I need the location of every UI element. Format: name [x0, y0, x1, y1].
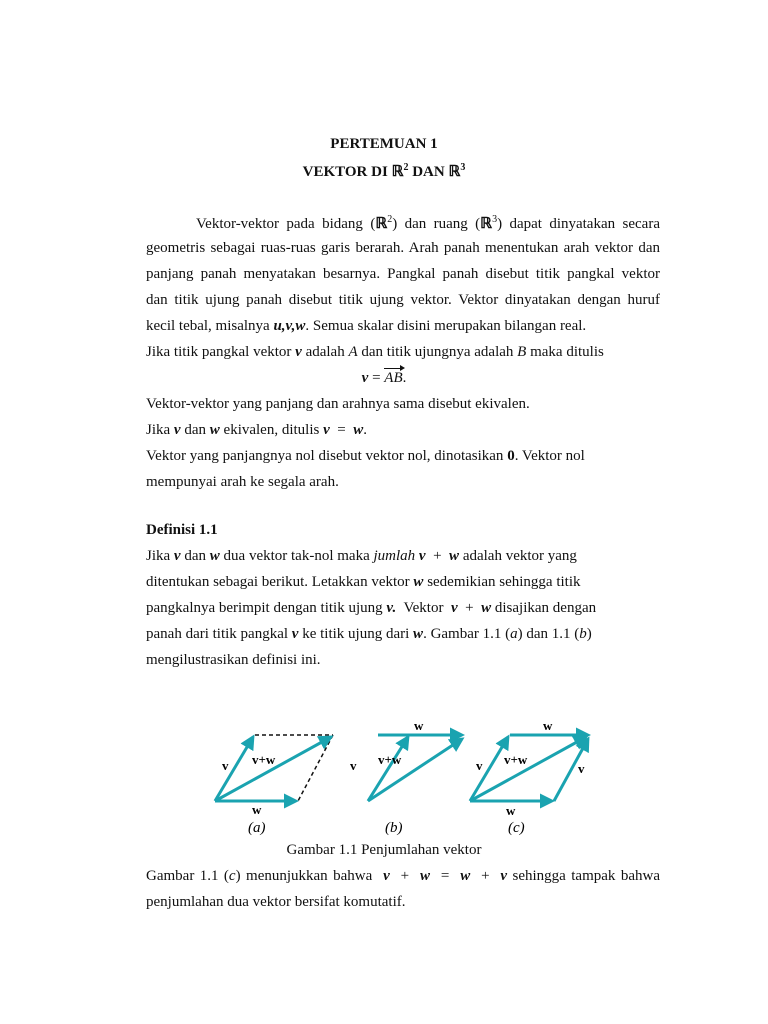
definition-line: pangkalnya berimpit dengan titik ujung v. Vektor v + w disajikan dengan — [146, 600, 597, 616]
paragraph-line: penjumlahan dua vektor bersifat komutatif. — [146, 894, 406, 910]
definition-line: mengilustrasikan definisi ini. — [146, 652, 321, 668]
paragraph-line: Vektor-vektor pada bidang (ℝ$^2$) dan ruang (ℝ$^3$) dapat dinyatakan secara — [196, 214, 660, 232]
equation-vector-ab: v = AB. — [361, 370, 407, 386]
definition-line: panah dari titik pangkal v ke titik ujung dari w. Gambar 1.1 (a) dan 1.1 (b) — [146, 626, 592, 642]
label-v-plus-w: v+w — [504, 752, 528, 767]
paragraph-line: kecil tebal, misalnya u,v,w. Semua skalar disini merupakan bilangan real. — [146, 318, 587, 334]
paragraph-line: geometris sebagai ruas-ruas garis berarah. Arah panah menentukan arah vektor dan — [146, 240, 660, 256]
diagram-a — [215, 735, 333, 836]
subfigure-label-b: (b) — [385, 820, 403, 836]
paragraph-line: mempunyai arah ke segala arah. — [146, 474, 339, 490]
paragraph-line: panjang panah menyatakan besarnya. Pangkal panah disebut titik pangkal vektor — [146, 266, 660, 282]
paragraph-line: Jika titik pangkal vektor v adalah A dan titik ujungnya adalah B maka ditulis — [146, 344, 604, 360]
label-w: w — [543, 718, 553, 733]
label-v: v — [350, 758, 357, 773]
figure-caption: Gambar 1.1 Penjumlahan vektor — [286, 842, 482, 858]
vector-v-arrow — [368, 737, 408, 801]
diagram-b — [350, 718, 462, 836]
label-v-plus-w: v+w — [378, 752, 402, 767]
vector-addition-figure — [200, 715, 610, 840]
definition-heading: Definisi 1.1 — [146, 522, 218, 538]
label-v-plus-w: v+w — [252, 752, 276, 767]
label-w: w — [414, 718, 424, 733]
label-v: v — [222, 758, 229, 773]
page-title: PERTEMUAN 1 — [330, 136, 438, 152]
label-w: w — [506, 803, 516, 818]
subfigure-label-c: (c) — [508, 820, 525, 836]
subfigure-label-a: (a) — [248, 820, 266, 836]
paragraph-line: dan titik ujung panah disebut titik ujung vektor. Vektor dinyatakan dengan huruf — [146, 292, 660, 308]
label-w: w — [252, 802, 262, 817]
diagram-c — [470, 718, 588, 836]
paragraph-line: Vektor-vektor yang panjang dan arahnya sama disebut ekivalen. — [146, 396, 530, 412]
definition-line: Jika v dan w dua vektor tak-nol maka jumlah v + w adalah vektor yang — [146, 548, 577, 564]
page-subtitle: VEKTOR DI ℝ$^2$ DAN ℝ$^3$ — [302, 162, 466, 180]
paragraph-line: Vektor yang panjangnya nol disebut vektor nol, dinotasikan 0. Vektor nol — [146, 448, 585, 464]
definition-line: ditentukan sebagai berikut. Letakkan vektor w sedemikian sehingga titik — [146, 574, 581, 590]
paragraph-line: Jika v dan w ekivalen, ditulis v = w. — [146, 422, 368, 438]
label-v: v — [578, 761, 585, 776]
label-v: v — [476, 758, 483, 773]
paragraph-line: Gambar 1.1 (c) menunjukkan bahwa v + w = w + v sehingga tampak bahwa — [146, 868, 660, 884]
vector-sum-arrow — [368, 739, 462, 801]
